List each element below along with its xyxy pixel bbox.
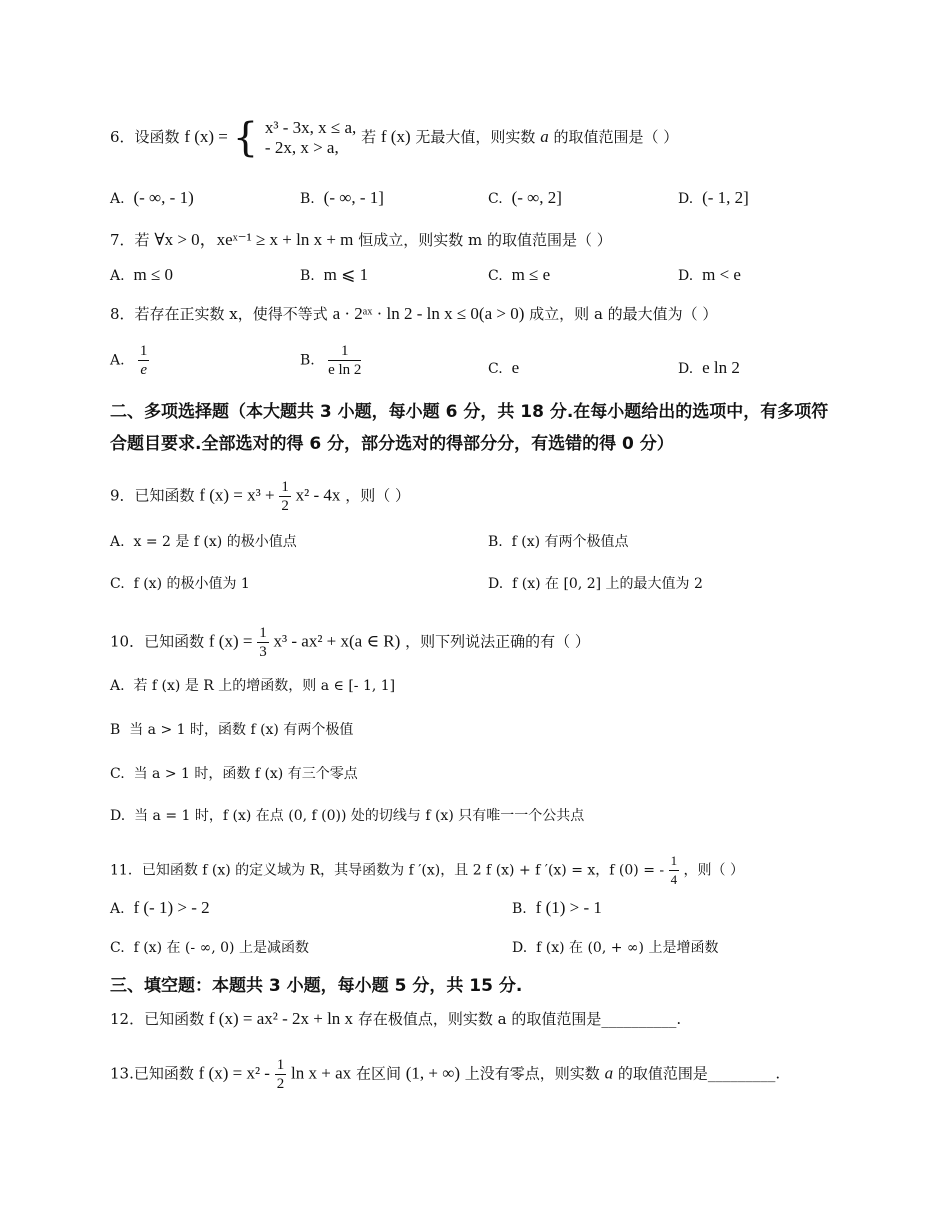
question-7 — [110, 230, 612, 250]
q6-fx2: f (x) — [380, 127, 411, 146]
q11-text-a: f (x) 的定义域为 R，其导函数为 f ′(x)，且 2 f (x) + f ′(x) = x，f (0) = - — [202, 862, 665, 879]
q13-end2: 的取值范围是_________. — [617, 1064, 781, 1083]
q10-math-b: x³ - ax² + x(a ∈ R) — [273, 631, 401, 651]
q7-option-a: A. m ≤ 0 — [110, 265, 174, 284]
q6-case-2: - 2x, x > a, — [264, 138, 339, 157]
question-10 — [110, 624, 590, 661]
q6-brace: { — [232, 115, 259, 161]
q12-math: f (x) = ax² - 2x + ln x — [208, 1009, 354, 1028]
q13-label: 13.已知函数 — [110, 1064, 194, 1083]
q6-piecewise — [265, 118, 356, 158]
q11-option-a: A. f (- 1) > - 2 — [110, 898, 210, 917]
q8-option-b: B. $\frac{1}{\text{e ln 2}}$ — [300, 343, 362, 378]
q7-label: 7．若 — [110, 231, 150, 249]
q10-math-a: f (x) = — [208, 631, 253, 651]
q9-math-a: f (x) = x³ + — [199, 485, 275, 505]
q11-label: 11．已知函数 — [110, 862, 198, 879]
q10-option-a: A. 若 f (x) 是 R 上的增函数，则 a ∈ [- 1, 1] — [110, 678, 396, 694]
q13-math-b: ln x + ax — [291, 1063, 352, 1083]
q10-fraction: $\frac{1}{3}$ — [259, 625, 267, 660]
q6-fx: f (x) = — [184, 127, 228, 146]
question-6 — [110, 115, 679, 161]
q7-option-b: B. m ⩽ 1 — [300, 265, 369, 284]
q9-option-d: D. f (x) 在 [0, 2] 上的最大值为 2 — [488, 576, 703, 592]
q10-option-b: B 当 a > 1 时，函数 f (x) 有两个极值 — [110, 722, 354, 738]
q10-end: ，则下列说法正确的有（ ） — [405, 632, 590, 651]
q10-label: 10．已知函数 — [110, 632, 205, 651]
q12-label: 12．已知函数 — [110, 1010, 205, 1028]
q8-b-fraction: $\frac{1}{\text{e ln 2}}$ — [328, 343, 362, 378]
q10-option-c: C. 当 a > 1 时，函数 f (x) 有三个零点 — [110, 766, 358, 782]
q7-option-c: C. m ≤ e — [488, 265, 551, 284]
q11-option-c: C. f (x) 在 (- ∞, 0) 上是减函数 — [110, 940, 309, 956]
question-11 — [110, 852, 744, 889]
q6-option-b: B. (- ∞, - 1] — [300, 188, 384, 207]
q12-end: 存在极值点，则实数 a 的取值范围是__________. — [357, 1010, 682, 1028]
q6-a: a — [540, 127, 549, 146]
q11-fraction: $\frac{1}{4}$ — [670, 853, 678, 887]
q11-end: ，则（ ） — [683, 862, 744, 879]
q8-a-fraction: $\frac{1}{e}$ — [139, 343, 148, 378]
q9-math-b: x² - 4x — [295, 485, 341, 505]
q9-option-b: B. f (x) 有两个极值点 — [488, 534, 629, 550]
q13-a: a — [604, 1063, 614, 1083]
q13-fraction: $\frac{1}{2}$ — [276, 1057, 285, 1092]
section-2-title: 二、多项选择题（本大题共 3 小题，每小题 6 分，共 18 分.在每小题给出的选项中，有多项符合题目要求.全部选对的得 6 分，部分选对的得部分分，有选错的得 0 分） — [110, 402, 829, 454]
q9-option-a: A. x = 2 是 f (x) 的极小值点 — [110, 534, 297, 550]
q6-tail: 无最大值，则实数 — [415, 128, 536, 146]
q7-option-d: D. m < e — [678, 265, 741, 284]
q6-case-1: x³ - 3x, x ≤ a, — [264, 118, 357, 137]
q6-label: 6．设函数 — [110, 128, 180, 146]
q11-option-d: D. f (x) 在 (0, + ∞) 上是增函数 — [512, 940, 719, 956]
q10-option-d: D. 当 a = 1 时，f (x) 在点 (0, f (0)) 处的切线与 f (x) 只有唯一一个公共点 — [110, 808, 585, 824]
q7-math: ∀x > 0，xeˣ⁻¹ ≥ x + ln x + m — [154, 230, 354, 249]
q8-option-c: C. e — [488, 358, 520, 377]
q8-math: a · 2ᵃˣ · ln 2 - ln x ≤ 0(a > 0) — [332, 304, 525, 323]
q13-math-a: f (x) = x² - — [198, 1063, 270, 1083]
q8-option-d: D. e ln 2 — [678, 358, 740, 377]
q6-end: 的取值范围是（ ） — [553, 128, 679, 146]
q6-mid: 若 — [361, 128, 377, 146]
q6-option-d: D. (- 1, 2] — [678, 188, 749, 207]
section-3-title: 三、填空题：本题共 3 小题，每小题 5 分，共 15 分. — [110, 976, 523, 996]
q8-label: 8．若存在正实数 x，使得不等式 — [110, 305, 328, 323]
q9-fraction: $\frac{1}{2}$ — [281, 479, 289, 514]
q13-interval: (1, + ∞) — [405, 1063, 461, 1083]
question-13 — [110, 1056, 780, 1093]
q8-option-a: A. $\frac{1}{e}$ — [110, 343, 148, 378]
q8-end: 成立，则 a 的最大值为（ ） — [529, 305, 718, 323]
question-12 — [110, 1009, 681, 1029]
q9-end: ，则（ ） — [345, 486, 410, 505]
question-9 — [110, 478, 410, 515]
q11-option-b: B. f (1) > - 1 — [512, 898, 602, 917]
q6-option-c: C. (- ∞, 2] — [488, 188, 562, 207]
q9-label: 9．已知函数 — [110, 486, 195, 505]
q6-option-a: A. (- ∞, - 1) — [110, 188, 194, 207]
q13-mid: 在区间 — [355, 1064, 401, 1083]
q9-option-c: C. f (x) 的极小值为 1 — [110, 576, 250, 592]
question-8 — [110, 304, 717, 324]
q13-end: 上没有零点，则实数 — [464, 1064, 600, 1083]
q7-end: 恒成立，则实数 m 的取值范围是（ ） — [358, 231, 612, 249]
